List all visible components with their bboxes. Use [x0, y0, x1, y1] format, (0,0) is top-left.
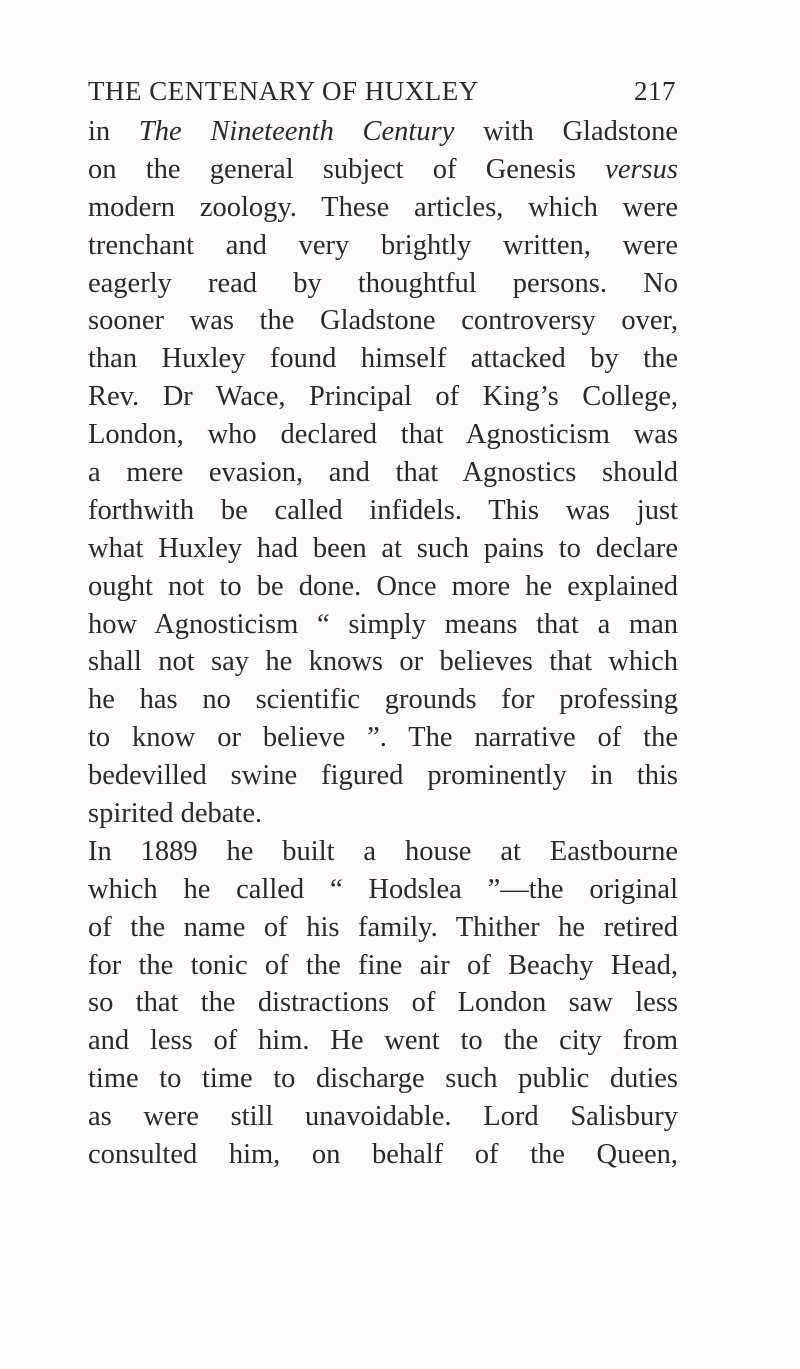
running-head-title: THE CENTENARY OF HUXLEY: [88, 76, 479, 106]
body-text: [88, 113, 678, 1174]
text-line: in The Nineteenth Century with Gladstone: [88, 116, 679, 147]
text-line: eagerly read by thoughtful persons. No: [88, 267, 678, 299]
text-line: forthwith be called infidels. This was just: [88, 494, 678, 526]
text-line: which he called “ Hodslea ”—the original: [88, 873, 678, 905]
text-line: sooner was the Gladstone controversy over,: [88, 305, 678, 337]
paragraph-end-line: spirited debate.: [88, 798, 263, 830]
text-line: for the tonic of the fine air of Beachy Head,: [88, 949, 678, 981]
text-line: ought not to be done. Once more he explained: [88, 570, 678, 602]
text-line: what Huxley had been at such pains to declare: [88, 532, 678, 564]
text-line: than Huxley found himself attacked by the: [88, 343, 678, 375]
text-line: and less of him. He went to the city from: [88, 1025, 678, 1057]
text-line: as were still unavoidable. Lord Salisbury: [88, 1101, 678, 1133]
text-line: so that the distractions of London saw less: [88, 987, 678, 1019]
text-line: of the name of his family. Thither he retired: [88, 911, 678, 943]
text-line: on the general subject of Genesis versus: [88, 153, 678, 185]
text-line: bedevilled swine figured prominently in this: [88, 760, 678, 792]
text-line: London, who declared that Agnosticism was: [88, 419, 678, 451]
text-line: modern zoology. These articles, which were: [88, 191, 678, 223]
text-line: shall not say he knows or believes that which: [88, 646, 678, 678]
text-line: a mere evasion, and that Agnostics should: [88, 457, 678, 489]
page-number: 217: [634, 76, 676, 106]
running-head: [88, 76, 676, 112]
text-line: he has no scientific grounds for professing: [88, 684, 678, 716]
text-line: time to time to discharge such public duties: [88, 1063, 678, 1095]
text-line: Rev. Dr Wace, Principal of King’s College,: [88, 381, 678, 413]
paragraph-start-line: In 1889 he built a house at Eastbourne: [88, 835, 678, 867]
text-line: consulted him, on behalf of the Queen,: [88, 1139, 678, 1171]
text-line: trenchant and very brightly written, were: [88, 229, 678, 261]
text-line: how Agnosticism “ simply means that a man: [88, 608, 678, 640]
text-line: to know or believe ”. The narrative of the: [88, 722, 678, 754]
